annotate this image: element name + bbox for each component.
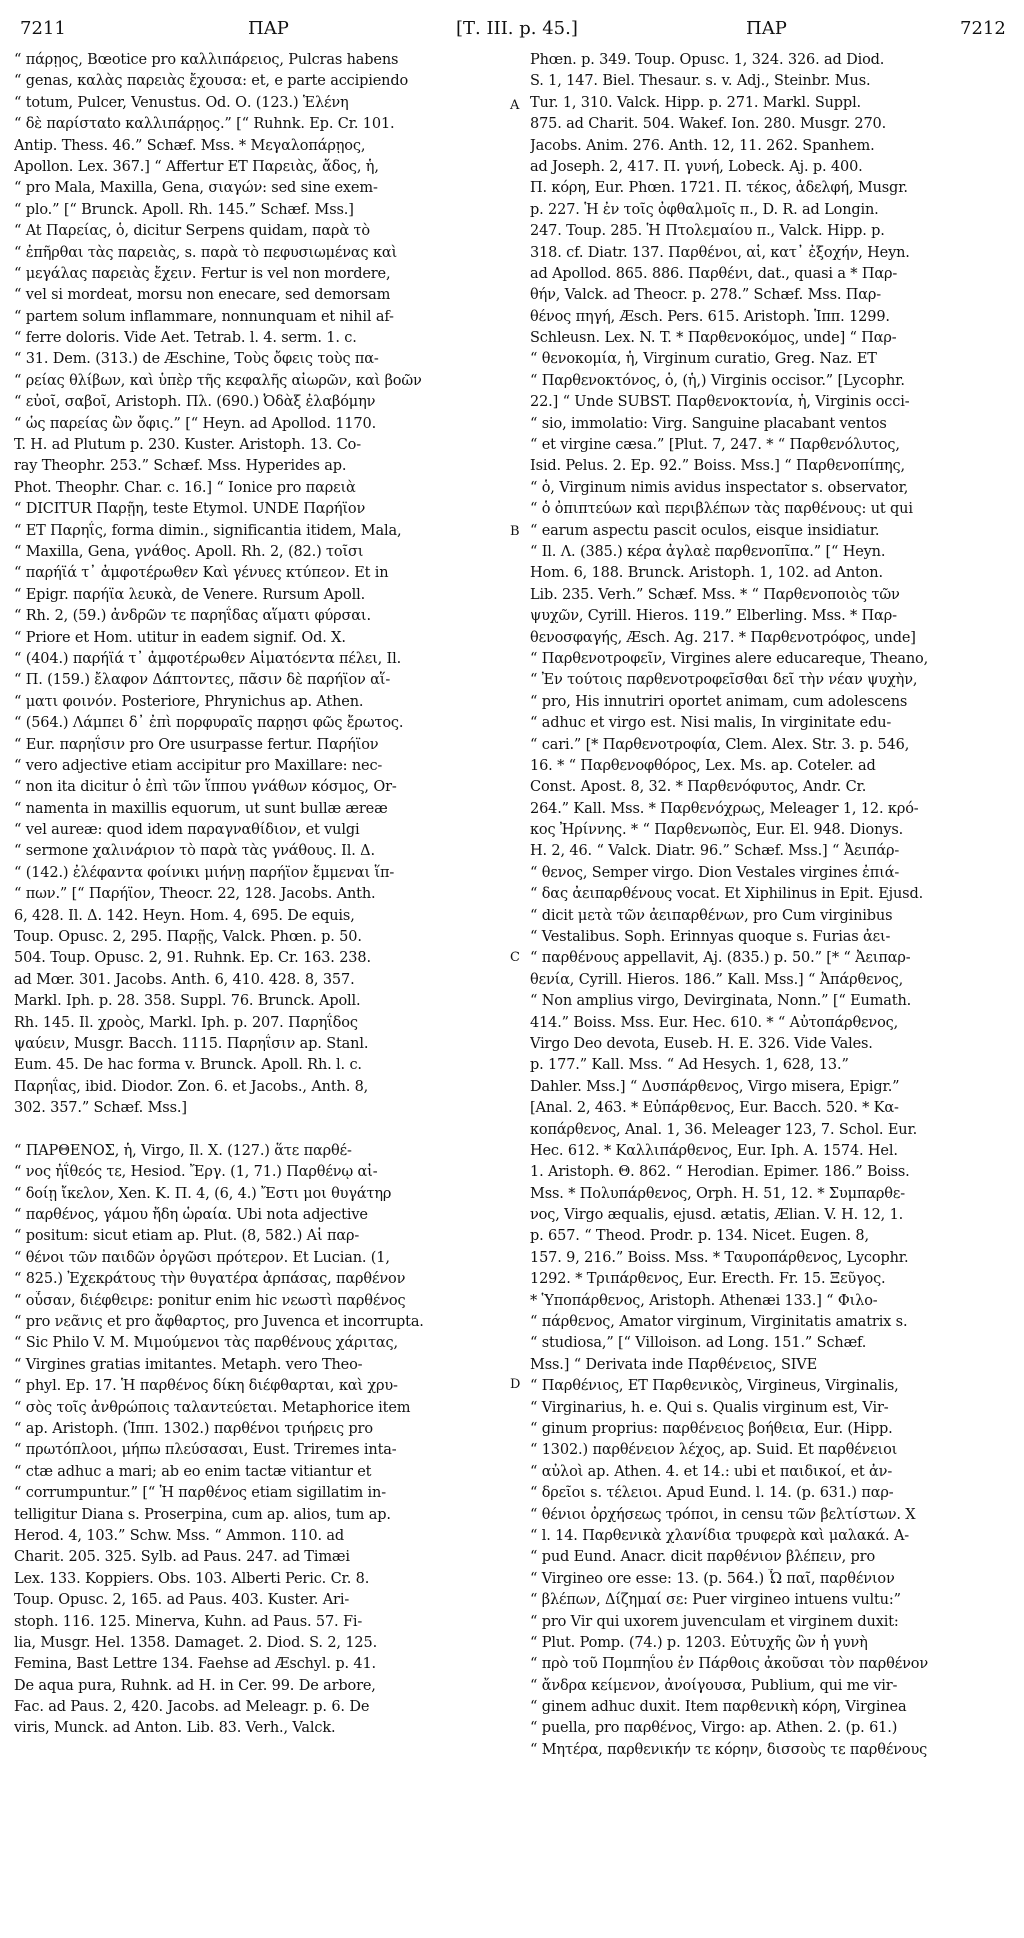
- right-column-line: Jacobs. Anim. 276. Anth. 12, 11. 262. Spanhem.: [530, 137, 875, 154]
- left-column-line: “ sermone χαλινάριον τὸ παρὰ τὰς γνάθους. Il. Δ.: [14, 843, 375, 860]
- left-column-line: “ totum, Pulcer, Venustus. Od. Ο. (123.) Ἑλένη: [14, 94, 349, 111]
- right-column-line: S. 1, 147. Biel. Thesaur. s. v. Adj., Steinbr. Mus.: [530, 73, 871, 90]
- left-column-line: “ οὖσαν, διέφθειρε: ponitur enim hic νεωστὶ παρθένος: [14, 1292, 406, 1309]
- left-column-line: 6, 428. Il. Δ. 142. Heyn. Hom. 4, 695. De equis,: [14, 907, 355, 924]
- right-column-line: Hec. 612. * Καλλιπάρθενος, Eur. Iph. A. 1574. Hel.: [530, 1142, 898, 1159]
- left-column-line: “ παρήϊά τ᾽ ἀμφοτέρωθεν Καὶ γένυες κτύπεον. Et in: [14, 565, 389, 582]
- section-marker-b: B: [510, 524, 520, 539]
- right-column-line: “ θενος, Semper virgo. Dion Vestales virgines ἐπιά-: [530, 864, 900, 881]
- right-column-line: Const. Apost. 8, 32. * Παρθενόφυτος, Andr. Cr.: [530, 779, 867, 796]
- section-marker-d: D: [510, 1377, 521, 1392]
- left-column-line: “ θένοι τῶν παιδῶν ὀργῶσι πρότερον. Et Lucian. (1,: [14, 1249, 390, 1266]
- right-column-line: “ 1302.) παρθένειον λέχος, ap. Suid. Et παρθένειοι: [530, 1442, 898, 1459]
- right-column-line: 414.” Boiss. Mss. Eur. Hec. 610. * “ Αὐτοπάρθενος,: [530, 1014, 899, 1031]
- right-column-line: “ l. 14. Παρθενικὰ χλανίδια τρυφερὰ καὶ μαλακά. A-: [530, 1527, 910, 1544]
- volume-reference: [Τ. ΙΙΙ. p. 45.]: [456, 18, 578, 39]
- left-column-line: “ pro νεᾶνις et pro ἄφθαρτος, pro Juvenca et incorrupta.: [14, 1314, 424, 1331]
- right-column-line: θενοσφαγής, Æsch. Ag. 217. * Παρθενοτρόφος, unde]: [530, 629, 916, 646]
- left-column-line: Fac. ad Paus. 2, 420. Jacobs. ad Meleagr. p. 6. De: [14, 1699, 370, 1716]
- left-column-line: “ non ita dicitur ὁ ἐπὶ τῶν ἵππου γνάθων κόσμος, Or-: [14, 779, 397, 796]
- right-column-line: “ Παρθενοτροφεῖν, Virgines alere educareque, Theano,: [530, 650, 929, 667]
- left-column-line: “ ferre doloris. Vide Aet. Tetrab. l. 4. serm. 1. c.: [14, 330, 357, 347]
- right-column-line: “ Il. Λ. (385.) κέρα ἀγλαὲ παρθενοπῖπα.” [“ Heyn.: [530, 543, 886, 560]
- section-marker-c: C: [510, 950, 520, 965]
- left-column-line: “ Priore et Hom. utitur in eadem signif. Od. X.: [14, 629, 346, 646]
- right-column-line: “ πρὸ τοῦ Πομπηΐου ἐν Πάρθοις ἀκοῦσαι τὸν παρθένον: [530, 1656, 928, 1673]
- left-column-line: [14, 1120, 504, 1141]
- right-column-line: νος, Virgo æqualis, ejusd. ætatis, Ælian. V. H. 12, 1.: [530, 1207, 904, 1224]
- left-column-line: Antip. Thess. 46.” Schæf. Mss. * Μεγαλοπάρῃος,: [14, 137, 366, 154]
- right-column-line: 22.] “ Unde SUBST. Παρθενοκτονία, ἡ, Virginis occi-: [530, 394, 910, 411]
- right-column-line: Phœn. p. 349. Toup. Opusc. 1, 324. 326. ad Diod.: [530, 52, 885, 68]
- left-column-line: “ positum: sicut etiam ap. Plut. (8, 582.) Αἱ παρ-: [14, 1228, 360, 1245]
- right-column-line: “ ginum proprius: παρθένειος βοήθεια, Eur. (Hipp.: [530, 1421, 893, 1437]
- right-column-line: “ Ἐν τούτοις παρθενοτροφεῖσθαι δεῖ τὴν νέαν ψυχὴν,: [530, 672, 918, 689]
- right-column-line: “ Virginarius, h. e. Qui s. Qualis virginum est, Vir-: [530, 1399, 889, 1416]
- left-column-line: “ δοίῃ ἴκελον, Xen. K. Π. 4, (6, 4.) Ἔστι μοι θυγάτηρ: [14, 1185, 392, 1202]
- right-column-line: * Ὑποπάρθενος, Aristoph. Athenæi 133.] “ Φιλο-: [530, 1292, 878, 1309]
- right-column-line: Tur. 1, 310. Valck. Hipp. p. 271. Markl. Suppl.: [530, 94, 862, 111]
- right-column-line: “ Plut. Pomp. (74.) p. 1203. Εὐτυχῆς ὢν ἡ γυνὴ: [530, 1634, 868, 1651]
- right-column-line: Mss. * Πολυπάρθενος, Orph. H. 51, 12. * Συμπαρθε-: [530, 1185, 906, 1202]
- left-column-line: “ ματι φοινόν. Posteriore, Phrynichus ap. Athen.: [14, 693, 364, 710]
- left-column-line: “ partem solum inflammare, nonnunquam et nihil af-: [14, 308, 394, 325]
- left-column-line: “ At Παρείας, ὁ, dicitur Serpens quidam, παρὰ τὸ: [14, 223, 370, 240]
- left-column-line: “ δὲ παρίσταto καλλιπάρῃος.” [“ Ruhnk. Ep. Cr. 101.: [14, 116, 395, 133]
- right-column-line: 875. ad Charit. 504. Wakef. Ion. 280. Musgr. 270.: [530, 116, 887, 133]
- left-column-line: “ ρείας θλίβων, καὶ ὑπὲρ τῆς κεφαλῆς αἰωρῶν, καὶ βοῶν: [14, 372, 422, 389]
- right-column-line: “ Vestalibus. Soph. Erinnyas quoque s. Furias ἀει-: [530, 929, 891, 946]
- section-marker-a: A: [510, 98, 520, 113]
- right-column-line: “ studiosa,” [“ Villoison. ad Long. 151.” Schæf.: [530, 1335, 867, 1352]
- left-column-line: stoph. 116. 125. Minerva, Kuhn. ad Paus. 57. Fi-: [14, 1613, 363, 1630]
- left-column-line: Toup. Opusc. 2, 295. Παρῇς, Valck. Phœn. p. 50.: [14, 929, 362, 946]
- left-column-line: “ (564.) Λάμπει δ᾽ ἐπὶ πορφυραῖς παρῃσι φῶς ἔρωτος.: [14, 715, 404, 732]
- right-column-line: “ sio, immolatio: Virg. Sanguine placabant ventos: [530, 415, 887, 432]
- right-column-line: “ dicit μετὰ τῶν ἀειπαρθένων, pro Cum virginibus: [530, 907, 893, 924]
- left-column-line: Charit. 205. 325. Sylb. ad Paus. 247. ad Timæi: [14, 1549, 350, 1566]
- left-column-line: Eum. 45. De hac forma v. Brunck. Apoll. Rh. l. c.: [14, 1057, 362, 1074]
- left-column-line: Apollon. Lex. 367.] “ Affertur ET Παρειὰς, ἄδος, ἡ,: [14, 158, 379, 175]
- right-column-line: κος Ἠρίννης. * “ Παρθενωπὸς, Eur. El. 948. Dionys.: [530, 822, 904, 839]
- left-column-line: “ ἐπῆρθαι τὰς παρειὰς, s. παρὰ τὸ πεφυσιωμένας καὶ: [14, 244, 398, 261]
- left-column-line: “ plo.” [“ Brunck. Apoll. Rh. 145.” Schæf. Mss.]: [14, 201, 354, 218]
- right-column-line: “ πάρθενος, Amator virginum, Virginitatis amatrix s.: [530, 1314, 908, 1331]
- right-column-line: p. 177.” Kall. Mss. “ Ad Hesych. 1, 628, 13.”: [530, 1057, 849, 1074]
- right-column-line: H. 2, 46. “ Valck. Diatr. 96.” Schæf. Mss.] “ Ἀειπάρ-: [530, 843, 900, 860]
- right-column-line: Π. κόρη, Eur. Phœn. 1721. Π. τέκος, ἀδελφή, Musgr.: [530, 180, 908, 197]
- left-column-line: Phot. Theophr. Char. c. 16.] “ Ionice pro παρειὰ: [14, 479, 356, 496]
- right-column-line: 318. cf. Diatr. 137. Παρθένοι, αἱ, κατ᾽ ἐξοχήν, Heyn.: [530, 244, 910, 261]
- left-column-line: ad Mœr. 301. Jacobs. Anth. 6, 410. 428. 8, 357.: [14, 971, 355, 988]
- left-column-line: “ πάρῃος, Bœotice pro καλλιπάρειος, Pulcras habens: [14, 52, 399, 68]
- left-column-line: “ DICITUR Παρῇη, teste Etymol. UNDE Παρήϊον: [14, 501, 366, 518]
- left-column-line: Herod. 4, 103.” Schw. Mss. “ Ammon. 110. ad: [14, 1527, 345, 1544]
- right-column-line: Virgo Deo devota, Euseb. H. E. 326. Vide Vales.: [530, 1035, 873, 1052]
- left-column-line: “ vel si mordeat, morsu non enecare, sed demorsam: [14, 287, 391, 304]
- right-column-line: “ cari.” [* Παρθενοτροφία, Clem. Alex. Str. 3. p. 546,: [530, 736, 910, 753]
- left-column-line: Markl. Iph. p. 28. 358. Suppl. 76. Brunck. Apoll.: [14, 993, 361, 1010]
- page-number-left: 7211: [20, 18, 66, 39]
- right-column-line: “ ὁ, Virginum nimis avidus inspectator s. observator,: [530, 479, 909, 496]
- right-column-line: ψυχῶν, Cyrill. Hieros. 119.” Elberling. Mss. * Παρ-: [530, 608, 897, 625]
- right-column-line: ad Joseph. 2, 417. Π. γυνή, Lobeck. Aj. p. 400.: [530, 158, 863, 175]
- left-column-line: “ Sic Philo V. M. Μιμούμενοι τὰς παρθένους χάριτας,: [14, 1335, 398, 1352]
- left-column-line: “ ctæ adhuc a mari; ab eo enim tactæ vitiantur et: [14, 1463, 372, 1480]
- left-column-line: 302. 357.” Schæf. Mss.]: [14, 1100, 187, 1117]
- left-column-line: “ πων.” [“ Παρήϊον, Theocr. 22, 128. Jacobs. Anth.: [14, 886, 376, 903]
- right-column: [530, 50, 1014, 1761]
- left-column-line: Rh. 145. Il. χροὸς, Markl. Iph. p. 207. Παρηΐδος: [14, 1014, 358, 1031]
- left-column-line: “ vel aureæ: quod idem παραγναθίδιον, et vulgi: [14, 822, 360, 839]
- left-column-line: “ μεγάλας παρειὰς ἔχειν. Fertur is vel non mordere,: [14, 265, 391, 282]
- right-column-line: “ δρεῖοι s. τέλειοι. Apud Eund. l. 14. (p. 631.) παρ-: [530, 1485, 894, 1502]
- left-column-line: lia, Musgr. Hel. 1358. Damaget. 2. Diod. S. 2, 125.: [14, 1634, 378, 1651]
- right-column-line: θήν, Valck. ad Theocr. p. 278.” Schæf. Mss. Παρ-: [530, 287, 882, 304]
- right-column-line: “ Non amplius virgo, Devirginata, Nonn.” [“ Eumath.: [530, 993, 912, 1010]
- left-column-line: “ Epigr. παρήϊα λευκὰ, de Venere. Rursum Apoll.: [14, 586, 366, 603]
- right-column-line: “ δας ἀειπαρθένους vocat. Et Xiphilinus in Epit. Ejusd.: [530, 886, 924, 903]
- left-column-line: “ σὸς τοῖς ἀνθρώποις ταλαντεύεται. Metaphorice item: [14, 1399, 411, 1416]
- right-column-line: “ et virgine cæsa.” [Plut. 7, 247. * “ Παρθενόλυτος,: [530, 437, 900, 454]
- left-column-line: De aqua pura, Ruhnk. ad H. in Cer. 99. De arbore,: [14, 1677, 376, 1694]
- right-column-line: 16. * “ Παρθενοφθόρος, Lex. Ms. ap. Coteler. ad: [530, 757, 876, 774]
- right-column-line: [Anal. 2, 463. * Εὐπάρθενος, Eur. Bacch. 520. * Κα-: [530, 1100, 899, 1117]
- right-column-line: “ Παρθένιος, ET Παρθενικὸς, Virgineus, Virginalis,: [530, 1378, 899, 1395]
- right-column-line: 264.” Kall. Mss. * Παρθενόχρως, Meleager 1, 12. κρό-: [530, 800, 919, 817]
- left-column-line: “ 825.) Ἐχεκράτους τὴν θυγατέρα ἁρπάσας, παρθένον: [14, 1271, 406, 1288]
- right-column-line: “ puella, pro παρθένος, Virgo: ap. Athen. 2. (p. 61.): [530, 1720, 898, 1737]
- left-column-line: “ Eur. παρηΐσιν pro Ore usurpasse fertur. Παρήϊον: [14, 736, 379, 753]
- right-column-line: 1. Aristoph. Θ. 862. “ Herodian. Epimer. 186.” Boiss.: [530, 1164, 910, 1181]
- right-column-line: “ θένιοι ὀρχήσεως τρόποι, in censu τῶν βελτίστων. X: [530, 1506, 916, 1523]
- left-column-line: Toup. Opusc. 2, 165. ad Paus. 403. Kuster. Ari-: [14, 1592, 350, 1609]
- right-column-line: “ ὁ ὀπιπτεύων καὶ περιβλέπων τὰς παρθένους: ut qui: [530, 501, 913, 518]
- left-column-line: “ pro Mala, Maxilla, Gena, σιαγών: sed sine exem-: [14, 180, 378, 197]
- left-column-line: “ Virgines gratias imitantes. Metaph. vero Theo-: [14, 1356, 363, 1373]
- left-column-line: “ (404.) παρήϊά τ᾽ ἀμφοτέρωθεν Αἱματόεντα πέλει, Il.: [14, 650, 402, 667]
- right-column-line: “ pro, His innutriri oportet animam, cum adolescens: [530, 693, 908, 710]
- right-column-line: “ Παρθενοκτόνος, ὁ, (ἡ,) Virginis occisor.” [Lycophr.: [530, 372, 905, 389]
- left-column-line: telligitur Diana s. Proserpina, cum ap. alios, tum ap.: [14, 1506, 391, 1523]
- left-column-line: viris, Munck. ad Anton. Lib. 83. Verh., Valck.: [14, 1720, 336, 1737]
- left-column-line: “ νος ἠΐθεός τε, Hesiod. Ἔργ. (1, 71.) Παρθένῳ αἰ-: [14, 1164, 378, 1181]
- right-column-line: p. 227. Ἡ ἐν τοῖς ὀφθαλμοῖς π., D. R. ad Longin.: [530, 201, 879, 218]
- right-column-line: “ αὐλοὶ ap. Athen. 4. et 14.: ubi et παιδικοί, et ἀν-: [530, 1463, 893, 1480]
- left-column-line: “ Rh. 2, (59.) ἀνδρῶν τε παρηΐδας αἵματι φύρσαι.: [14, 608, 371, 625]
- left-column-line: “ 31. Dem. (313.) de Æschine, Τοὺς ὄφεις τοὺς πα-: [14, 351, 379, 368]
- right-column-line: 1292. * Τριπάρθενος, Eur. Erecth. Fr. 15. Ξεῦγος.: [530, 1271, 886, 1288]
- right-column-line: “ earum aspectu pascit oculos, eisque insidiatur.: [530, 522, 880, 539]
- left-column-line: “ genas, καλὰς παρειὰς ἔχουσα: et, e parte accipiendo: [14, 73, 409, 90]
- right-column-line: “ Μητέρα, παρθενικήν τε κόρην, δισσοὺς τε παρθένους: [530, 1741, 928, 1758]
- right-column-line: “ pud Eund. Anacr. dicit παρθένιον βλέπειν, pro: [530, 1549, 876, 1566]
- running-head-right: ΠΑΡ: [746, 18, 787, 39]
- left-column-line: “ Π. (159.) ἔλαφον Δάπτοντες, πᾶσιν δὲ παρήϊον αἵ-: [14, 672, 391, 689]
- right-column-line: Schleusn. Lex. N. T. * Παρθενοκόμος, unde] “ Παρ-: [530, 330, 897, 347]
- right-column-line: 247. Toup. 285. Ἡ Πτολεμαίου π., Valck. Hipp. p.: [530, 223, 885, 240]
- left-column: [14, 50, 504, 1740]
- right-column-line: “ Virgineo ore esse: 13. (p. 564.) Ὦ παῖ, παρθένιον: [530, 1570, 895, 1587]
- left-column-line: “ vero adjective etiam accipitur pro Maxillare: nec-: [14, 757, 383, 774]
- page-number-right: 7212: [960, 18, 1006, 39]
- left-column-line: “ ET Παρηΐς, forma dimin., significantia itidem, Mala,: [14, 522, 402, 539]
- left-column-line: “ ΠΑΡΘΕΝΟΣ, ἡ, Virgo, Il. X. (127.) ἅτε παρθέ-: [14, 1142, 352, 1159]
- left-column-line: “ (142.) ἐλέφαντα φοίνικι μιήνῃ παρήϊον ἔμμεναι ἵπ-: [14, 864, 395, 881]
- left-column-line: Lex. 133. Koppiers. Obs. 103. Alberti Peric. Cr. 8.: [14, 1570, 370, 1587]
- left-column-line: ψαύειν, Musgr. Bacch. 1115. Παρηΐσιν ap. Stanl.: [14, 1035, 369, 1052]
- left-column-line: “ ap. Aristoph. (Ἱππ. 1302.) παρθένοι τριήρεις pro: [14, 1421, 373, 1437]
- left-column-line: “ phyl. Ep. 17. Ἡ παρθένος δίκη διέφθαρται, καὶ χρυ-: [14, 1378, 398, 1395]
- left-column-line: “ εὐοῖ, σαβοῖ, Aristoph. Πλ. (690.) Ὀδὰξ ἐλαβόμην: [14, 394, 376, 411]
- left-column-line: “ ὡς παρείας ὢν ὄφις.” [“ Heyn. ad Apollod. 1170.: [14, 415, 377, 432]
- right-column-line: Lib. 235. Verh.” Schæf. Mss. * “ Παρθενοποιὸς τῶν: [530, 586, 900, 603]
- right-column-line: p. 657. “ Theod. Prodr. p. 134. Nicet. Eugen. 8,: [530, 1228, 869, 1245]
- left-column-line: 504. Toup. Opusc. 2, 91. Ruhnk. Ep. Cr. 163. 238.: [14, 950, 371, 967]
- right-column-line: Mss.] “ Derivata inde Παρθένειος, SIVE: [530, 1356, 818, 1373]
- page-header: [20, 10, 1010, 46]
- left-column-line: Παρηΐας, ibid. Diodor. Zon. 6. et Jacobs., Anth. 8,: [14, 1078, 369, 1095]
- right-column-line: “ ἄνδρα κείμενον, ἀνοίγουσα, Publium, qui me vir-: [530, 1677, 898, 1694]
- running-head-left: ΠΑΡ: [248, 18, 289, 39]
- right-column-line: θένος πηγή, Æsch. Pers. 615. Aristoph. Ἱππ. 1299.: [530, 308, 890, 325]
- right-column-line: θενία, Cyrill. Hieros. 186.” Kall. Mss.] “ Ἀπάρθενος,: [530, 971, 904, 988]
- left-column-line: ray Theophr. 253.” Schæf. Mss. Hyperides ap.: [14, 458, 347, 475]
- right-column-line: “ pro Vir qui uxorem juvenculam et virginem duxit:: [530, 1613, 899, 1630]
- right-column-line: “ παρθένους appellavit, Aj. (835.) p. 50.” [* “ Ἀειπαρ-: [530, 950, 911, 967]
- right-column-line: κοπάρθενος, Anal. 1, 36. Meleager 123, 7. Schol. Eur.: [530, 1121, 918, 1138]
- left-column-line: “ corrumpuntur.” [“ Ἡ παρθένος etiam sigillatim in-: [14, 1485, 386, 1502]
- left-column-line: “ namenta in maxillis equorum, ut sunt bullæ æreæ: [14, 800, 388, 817]
- right-column-line: 157. 9, 216.” Boiss. Mss. * Ταυροπάρθενος, Lycophr.: [530, 1249, 909, 1266]
- right-column-line: Isid. Pelus. 2. Ep. 92.” Boiss. Mss.] “ Παρθενοπίπης,: [530, 458, 905, 475]
- left-column-line: T. H. ad Plutum p. 230. Kuster. Aristoph. 13. Co-: [14, 437, 361, 454]
- right-column-line: “ θενοκομία, ἡ, Virginum curatio, Greg. Naz. ET: [530, 351, 877, 368]
- left-column-line: “ πρωτόπλοοι, μήπω πλεύσασαι, Eust. Triremes inta-: [14, 1442, 397, 1459]
- left-column-line: Femina, Bast Lettre 134. Faehse ad Æschyl. p. 41.: [14, 1656, 376, 1673]
- right-column-line: Hom. 6, 188. Brunck. Aristoph. 1, 102. ad Anton.: [530, 565, 883, 582]
- left-column-line: “ Maxilla, Gena, γνάθος. Apoll. Rh. 2, (82.) τοῖσι: [14, 543, 364, 560]
- right-column-line: ad Apollod. 865. 886. Παρθένι, dat., quasi a * Παρ-: [530, 265, 898, 282]
- right-column-line: “ adhuc et virgo est. Nisi malis, In virginitate edu-: [530, 715, 892, 732]
- left-column-line: “ παρθένος, γάμου ἤδη ὡραία. Ubi nota adjective: [14, 1207, 368, 1224]
- right-column-line: Dahler. Mss.] “ Δυσπάρθενος, Virgo misera, Epigr.”: [530, 1078, 900, 1095]
- right-column-line: “ βλέπων, Δίζημαί σε: Puer virgineo intuens vultu:”: [530, 1592, 901, 1609]
- right-column-line: “ ginem adhuc duxit. Item παρθενικὴ κόρη, Virginea: [530, 1699, 907, 1716]
